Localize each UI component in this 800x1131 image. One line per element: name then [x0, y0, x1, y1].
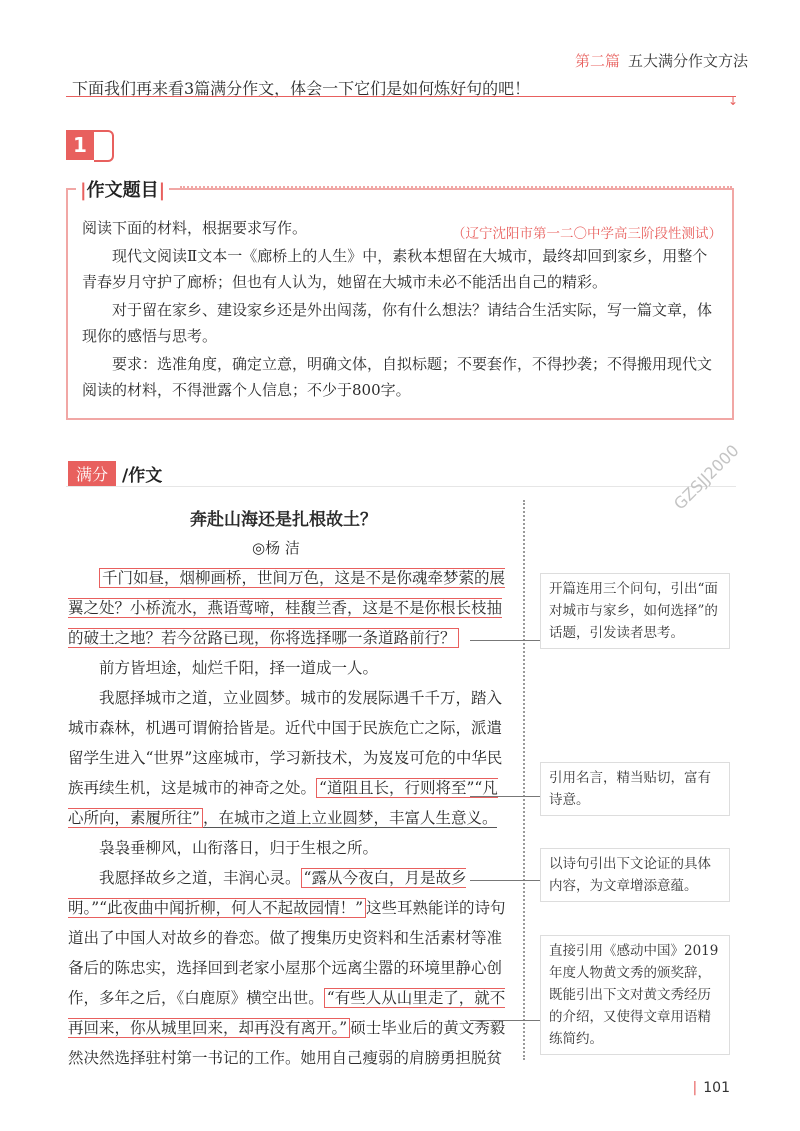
question-prompt: 对于留在家乡、建设家乡还是外出闯荡，你有什么想法？请结合生活实际，写一篇文章，体现你的感悟与思考。 — [82, 301, 713, 345]
paragraph-5 — [68, 863, 508, 1073]
annotation-1-text: 开篇连用三个问句，引出“面对城市与家乡，如何选择”的话题，引发读者思考。 — [540, 573, 730, 649]
annotation-3-text: 以诗句引出下文论证的具体内容，为文章增添意蕴。 — [540, 848, 730, 902]
annotation-leader — [470, 640, 540, 641]
full-score-tag: 满分 — [68, 461, 116, 486]
paragraph-5-text: 我愿择故乡之道，丰润心灵。 — [99, 869, 301, 887]
section-number-badge: 1 — [66, 130, 94, 160]
question-source: （辽宁沈阳市第一二〇中学高三阶段性测试） — [452, 226, 722, 242]
essay-tag-label: /作文 — [122, 466, 163, 486]
highlight-opening-questions: 千门如昼，烟柳画桥，世间万色，这是不是你魂牵梦萦的展翼之处？小桥流水，燕语莺啼，桂馥兰香，这是不是你根长枝抽的破土之地？若今岔路已现，你将选择哪一条道路前行？ — [68, 569, 506, 647]
paragraph-5-end: 硕士毕业后的黄文秀毅然决然选择驻村第一书记的工作。她用自己瘦弱的肩膀勇担脱贫 — [68, 1019, 506, 1067]
annotation-3 — [540, 848, 730, 902]
essay-author: ◎杨 洁 — [252, 539, 300, 557]
dotted-rule — [180, 186, 732, 188]
page-marker-icon: | — [692, 1080, 698, 1096]
annotation-4 — [540, 935, 730, 1055]
paragraph-3 — [68, 683, 508, 833]
intro-text: 下面我们再来看3篇满分作文，体会一下它们是如何炼好句的吧！ — [72, 79, 531, 98]
page-number — [693, 1080, 730, 1096]
label-bar-icon: | — [158, 180, 166, 201]
annotation-2-text: 引用名言，精当贴切，富有诗意。 — [540, 762, 730, 816]
watermark: GZSJJ2000 — [670, 440, 743, 514]
part-label: 第二篇 — [574, 52, 620, 70]
annotation-4-text: 直接引用《感动中国》2019年度人物黄文秀的颁奖辞，既能引出下文对黄文秀经历的介绍，又使得文章用语精练简约。 — [540, 935, 730, 1055]
highlight-quotes: “道阻且长，行则将至”“凡心所向，素履所往” — [68, 779, 498, 827]
paragraph-2: 前方皆坦途，灿烂千阳，择一道成一人。 — [99, 659, 379, 677]
question-label-text: 作文题目 — [86, 180, 159, 201]
label-bar-icon: | — [80, 180, 87, 201]
chapter-title: 五大满分作文方法 — [627, 52, 748, 70]
intro-underline — [66, 96, 736, 97]
annotation-leader — [470, 1020, 540, 1021]
paragraph-4: 袅袅垂柳风，山衔落日，归于生根之所。 — [99, 839, 379, 857]
highlight-award-speech: “有些人从山里走了，就不再回来，你从城里回来，却再没有离开。” — [68, 989, 506, 1037]
question-label — [76, 176, 169, 202]
question-requirements: 要求：选准角度，确定立意，明确文体，自拟标题；不要套作，不得抄袭；不得搬用现代文阅读的材料，不得泄露个人信息；不少于800字。 — [82, 355, 713, 399]
paragraph-1 — [68, 563, 508, 653]
question-material: 现代文阅读Ⅱ文本一《廊桥上的人生》中，素秋本想留在大城市，最终却回到家乡，用整个青春岁月守护了廊桥；但也有人认为，她留在大城市未必不能活出自己的精彩。 — [82, 247, 708, 291]
section-rule — [66, 486, 736, 487]
essay-tag-text: 作文 — [128, 466, 163, 486]
annotation-1 — [540, 573, 730, 649]
running-header — [575, 50, 748, 71]
speech-bubble-icon — [94, 130, 114, 162]
question-instruction: 阅读下面的材料，根据要求写作。 — [82, 219, 308, 237]
page-number-text: 101 — [703, 1080, 730, 1096]
column-divider — [523, 500, 525, 1060]
highlight-poems: “露从今夜白，月是故乡明。”“此夜曲中闻折柳，何人不起故园情！” — [68, 869, 467, 917]
annotation-leader — [470, 796, 540, 797]
annotation-leader — [470, 880, 540, 881]
essay-body — [68, 563, 508, 1073]
essay-title: 奔赴山海还是扎根故土？ — [190, 510, 377, 530]
arrow-down-icon: ↓ — [728, 94, 739, 108]
paragraph-3-text: 我愿择城市之道，立业圆梦。城市的发展际遇千千万，踏入城市森林，机遇可谓俯拾皆是。近代中国于民族危亡之际，派遣留学生进入“世界”这座城市，学习新技术，为岌岌可危的中华民族再续生机，这是城市的神奇之处。 — [68, 689, 503, 797]
annotation-2 — [540, 762, 730, 816]
paragraph-3-end: ，在城市之道上立业圆梦，丰富人生意义。 — [202, 809, 498, 827]
paragraph-5-body: 这些耳熟能详的诗句道出了中国人对故乡的眷恋。做了搜集历史资料和生活素材等准备后的陈忠实，选择回到老家小屋那个远离尘嚣的环境里静心创作，多年之后，《白鹿原》横空出世。 — [68, 899, 506, 1007]
